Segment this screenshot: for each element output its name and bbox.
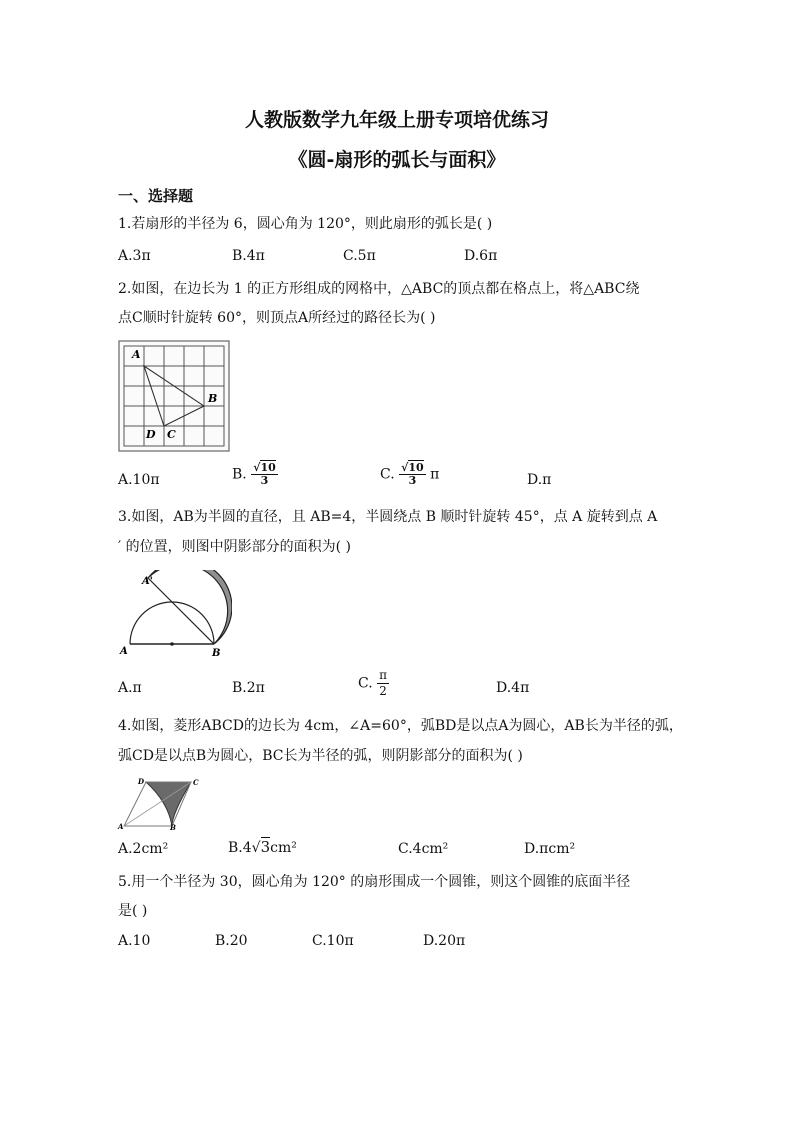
document-subtitle: 《圆-扇形的弧长与面积》 [288,149,506,171]
rotated-semicircle-figure [116,570,232,662]
point-label-b: B [212,648,221,659]
option-label: C. [380,466,395,483]
option-a: A.10 [118,933,151,949]
sqrt-symbol: √10 [253,461,276,474]
option-c: C.10π [312,933,354,949]
option-d: D.20π [423,933,466,949]
document-title: 人教版数学九年级上册专项培优练习 [244,109,549,131]
center-point [170,642,174,646]
option-b: B.4π [232,248,265,264]
grid-triangle-figure [118,340,230,452]
question-line: 用一个半径为 30，圆心角为 120° 的扇形围成一个圆锥，则这个圆锥的底面半径 [131,874,631,890]
rhombus-arc-figure [116,774,206,830]
option-d: D.π [527,472,552,488]
question-2-text-line-1 [118,279,639,299]
option-b: B.4√3cm² [228,838,297,856]
option-c: C. $\frac{√10}{3}$ π [380,461,440,487]
question-number: 1. [118,216,132,232]
option-d: D.πcm² [524,841,576,857]
option-c: C.4cm² [398,841,449,857]
original-semicircle [130,602,214,644]
question-number: 3. [118,509,132,525]
question-4-text-line-1 [118,716,683,736]
point-label-c: C [167,428,176,441]
option-label: C. [358,675,373,692]
option-d: D.4π [496,680,530,696]
question-1-text [118,214,492,234]
question-number: 5. [118,874,132,890]
question-3-text-line-2: ′ 的位置，则图中阴影部分的面积为( ) [118,539,352,555]
point-label-a: A [120,646,128,657]
point-label-a: A [118,822,124,830]
question-2-text-line-2: 点C顺时针旋转 60°，则顶点A所经过的路径长为( ) [118,310,436,326]
option-label: B.4 [228,840,252,856]
option-a: A.π [118,680,142,696]
question-number: 2. [118,281,132,297]
section-heading: 一、选择题 [118,187,194,205]
point-label-c: C [193,778,199,787]
sqrt-3: √3 [251,838,271,856]
option-c: C.5π [343,248,376,264]
sqrt-symbol: √10 [401,461,424,474]
point-label-a-prime: A' [142,576,153,587]
option-d: D.6π [464,248,498,264]
option-a: A.2cm² [118,841,169,857]
question-5-text-line-2: 是( ) [118,903,148,919]
question-line: 若扇形的半径为 6，圆心角为 120°，则此扇形的弧长是( ) [131,216,493,232]
question-4-text-line-2: 弧CD是以点B为圆心，BC长为半径的弧，则阴影部分的面积为( ) [118,748,523,764]
question-line: 如图，菱形ABCD的边长为 4cm，∠A=60°，弧BD是以点A为圆心，AB长为半径的弧， [131,718,683,734]
fraction-pi-over-2: $\frac{\pi}{2}$ [379,668,388,698]
option-b: B.2π [232,680,265,696]
question-line: 如图，在边长为 1 的正方形组成的网格中，△ABC的顶点都在格点上，将△ABC绕 [131,281,640,297]
fraction-sqrt10-over-3: $\frac{√10}{3}$ [401,461,424,487]
question-5-text-line-1 [118,872,630,892]
point-label-b: B [170,823,176,830]
point-label-d: D [138,777,145,786]
shaded-region [146,782,191,826]
option-c [358,668,389,699]
question-line: 如图，AB为半圆的直径，且 AB=4，半圆绕点 B 顺时针旋转 45°，点 A 旋转到点 A [131,509,658,525]
option-label: B. [232,466,247,483]
option-b: B.20 [215,933,248,949]
point-label-d: D [146,428,156,441]
option-a: A.3π [118,248,151,264]
fraction-sqrt10-over-3: $\frac{√10}{3}$ [253,461,276,487]
question-number: 4. [118,718,132,734]
point-label-a: A [132,348,141,361]
point-label-b: B [208,392,218,405]
question-3-text-line-1 [118,507,657,527]
option-a: A.10π [118,472,160,488]
option-b [232,462,278,487]
